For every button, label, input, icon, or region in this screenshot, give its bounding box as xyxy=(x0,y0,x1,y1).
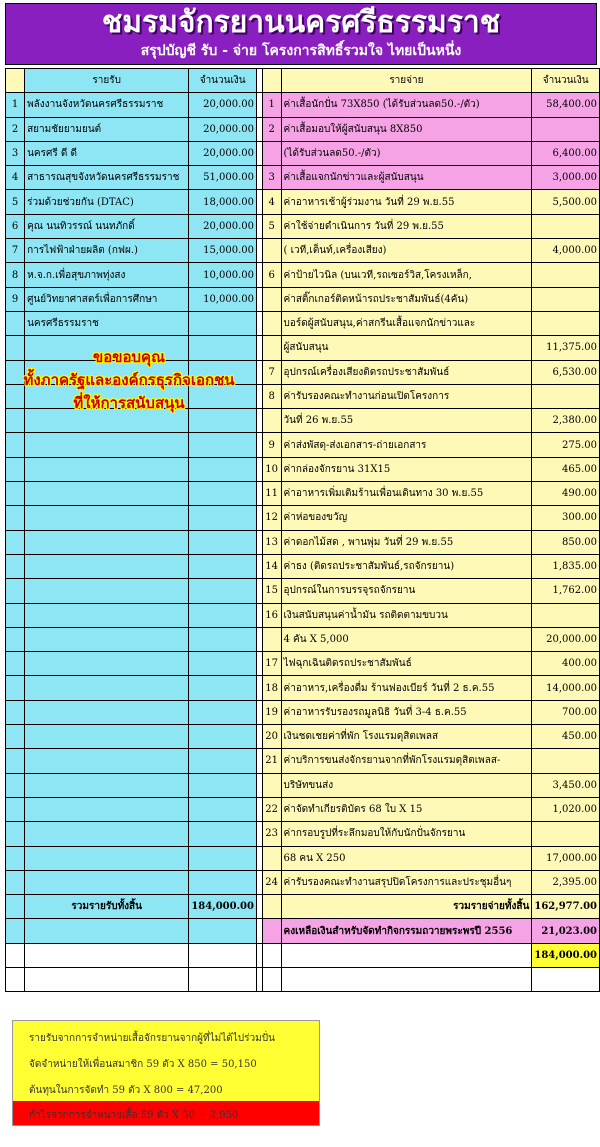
income-desc-cell xyxy=(25,749,189,773)
expense-amount-cell: 3,000.00 xyxy=(532,166,600,190)
expense-no-cell: 14 xyxy=(262,554,281,578)
income-amount-cell xyxy=(189,652,257,676)
expense-desc-cell: ค่าเสื้อนักปั่น 73X850 (ได้รับส่วนลด50.-/ตัว) xyxy=(281,93,532,117)
thanks-line: ที่ให้การสนับสนุน xyxy=(73,394,185,412)
income-no-cell: 5 xyxy=(6,190,25,214)
thanks-message xyxy=(14,346,244,415)
income-no-cell xyxy=(6,822,25,846)
income-desc-cell: ร่วมด้วยช่วยกัน (DTAC) xyxy=(25,190,189,214)
expense-amount-cell: 3,450.00 xyxy=(532,773,600,797)
expense-header: รายจ่าย xyxy=(281,69,532,93)
income-amount-cell xyxy=(189,676,257,700)
table-row xyxy=(6,93,600,117)
income-desc-cell: คุณ นนทิวรรณ์ นนทภักดิ์ xyxy=(25,214,189,238)
expense-no-cell: 8 xyxy=(262,384,281,408)
expense-amount-cell: 400.00 xyxy=(532,652,600,676)
income-no-cell: 6 xyxy=(6,214,25,238)
totals-row xyxy=(6,895,600,919)
table-row xyxy=(6,214,600,238)
income-no-cell xyxy=(6,627,25,651)
blank-cell xyxy=(25,967,189,991)
balance-row xyxy=(6,919,600,943)
expense-amount-cell: 490.00 xyxy=(532,482,600,506)
table-row xyxy=(6,676,600,700)
income-no-cell xyxy=(6,652,25,676)
income-amount-cell xyxy=(189,554,257,578)
grand-total-value: 184,000.00 xyxy=(532,943,600,967)
income-amount-cell xyxy=(189,822,257,846)
income-desc-cell: นครศรี ดี ดี xyxy=(25,141,189,165)
income-no-cell xyxy=(6,700,25,724)
expense-amount-cell xyxy=(532,214,600,238)
income-desc-cell xyxy=(25,603,189,627)
expense-amount-cell: 1,835.00 xyxy=(532,554,600,578)
expense-amount-cell: 1,762.00 xyxy=(532,579,600,603)
blank-cell xyxy=(281,943,532,967)
expense-no-cell: 6 xyxy=(262,263,281,287)
income-no-cell xyxy=(6,676,25,700)
expense-no-cell: 3 xyxy=(262,166,281,190)
income-no-cell: 4 xyxy=(6,166,25,190)
expense-desc-cell: ค่าป้ายไวนิล (บนเวที,รถเซอร์วิส,โครงเหล็ก, xyxy=(281,263,532,287)
table-row xyxy=(6,627,600,651)
expense-no-cell: 5 xyxy=(262,214,281,238)
note-line: จัดจำหน่ายให้เพื่อนสมาชิก 59 ตัว X 850 = 50,150 xyxy=(29,1059,257,1070)
income-no-cell xyxy=(6,506,25,530)
table-row xyxy=(6,725,600,749)
expense-desc-cell: ค่าห่อของขวัญ xyxy=(281,506,532,530)
expense-desc-cell: ค่าส่งพัสดุ-ส่งเอกสาร-ถ่ายเอกสาร xyxy=(281,433,532,457)
income-no-cell xyxy=(6,579,25,603)
income-desc-cell xyxy=(25,554,189,578)
expense-total-value: 162,977.00 xyxy=(532,895,600,919)
blank-cell xyxy=(262,919,281,943)
income-amount-cell xyxy=(189,603,257,627)
table-row xyxy=(6,287,600,311)
income-desc-cell: พลังงานจังหวัดนครศรีธรรมราช xyxy=(25,93,189,117)
income-no-cell: 8 xyxy=(6,263,25,287)
expense-no-cell xyxy=(262,627,281,651)
income-amount-cell xyxy=(189,725,257,749)
income-amount-cell xyxy=(189,530,257,554)
header-cell xyxy=(6,69,25,93)
table-row xyxy=(6,263,600,287)
expense-amount-cell: 6,530.00 xyxy=(532,360,600,384)
expense-desc-cell: ค่าอาหารรับรองรถมูลนิธิ วันที่ 3-4 ธ.ค.55 xyxy=(281,700,532,724)
income-total-value: 184,000.00 xyxy=(189,895,257,919)
expense-no-cell: 17 xyxy=(262,652,281,676)
shirt-sales-note xyxy=(12,1020,320,1126)
income-no-cell xyxy=(6,725,25,749)
blank-cell xyxy=(262,943,281,967)
expense-no-cell: 9 xyxy=(262,433,281,457)
balance-label: คงเหลือเงินสำหรับจัดทำกิจกรรมถวายพระพรปี 2556 xyxy=(281,919,532,943)
blank-cell xyxy=(6,943,25,967)
expense-desc-cell: อุปกรณ์ในการบรรจุรถจักรยาน xyxy=(281,579,532,603)
income-desc-cell xyxy=(25,797,189,821)
income-desc-cell xyxy=(25,579,189,603)
blank-cell xyxy=(189,943,257,967)
table-row xyxy=(6,482,600,506)
income-amount-cell: 51,000.00 xyxy=(189,166,257,190)
expense-amount-cell xyxy=(532,287,600,311)
expense-amount-cell: 17,000.00 xyxy=(532,846,600,870)
expense-no-cell: 24 xyxy=(262,870,281,894)
table-row xyxy=(6,117,600,141)
expense-amount-cell xyxy=(532,311,600,335)
expense-no-cell: 4 xyxy=(262,190,281,214)
ledger-table xyxy=(5,68,600,992)
table-row xyxy=(6,749,600,773)
expense-no-cell: 21 xyxy=(262,749,281,773)
expense-amount-cell xyxy=(532,603,600,627)
income-desc-cell xyxy=(25,725,189,749)
expense-desc-cell: บอร์ดผู้สนับสนุน,ค่าสกรีนเสื้อแจกนักข่าวและ xyxy=(281,311,532,335)
expense-desc-cell: ค่าเสื้อแจกนักข่าวและผู้สนับสนุน xyxy=(281,166,532,190)
expense-amount-cell: 1,020.00 xyxy=(532,797,600,821)
table-row xyxy=(6,190,600,214)
income-no-cell: 7 xyxy=(6,239,25,263)
income-no-cell: 3 xyxy=(6,141,25,165)
income-amount-cell xyxy=(189,433,257,457)
income-no-cell xyxy=(6,846,25,870)
table-row xyxy=(6,166,600,190)
income-desc-cell: สาธารณสุขจังหวัดนครศรีธรรมราช xyxy=(25,166,189,190)
income-amount-cell xyxy=(189,773,257,797)
table-row xyxy=(6,239,600,263)
blank-cell xyxy=(532,967,600,991)
expense-desc-cell: ค่าอาหารเช้าผู้ร่วมงาน วันที่ 29 พ.ย.55 xyxy=(281,190,532,214)
expense-desc-cell: เงินชดเชยค่าที่พัก โรงแรมดุสิตเพลส xyxy=(281,725,532,749)
table-row xyxy=(6,554,600,578)
expense-no-cell: 10 xyxy=(262,457,281,481)
income-amount-cell xyxy=(189,870,257,894)
income-desc-cell xyxy=(25,457,189,481)
expense-amount-cell xyxy=(532,263,600,287)
table-row xyxy=(6,311,600,335)
expense-no-cell: 15 xyxy=(262,579,281,603)
table-row xyxy=(6,603,600,627)
expense-amount-cell: 2,380.00 xyxy=(532,409,600,433)
expense-no-cell: 11 xyxy=(262,482,281,506)
expense-desc-cell: ค่าธง (ติดรถประชาสัมพันธ์,รถจักรยาน) xyxy=(281,554,532,578)
income-no-cell xyxy=(6,773,25,797)
expense-no-cell: 22 xyxy=(262,797,281,821)
income-desc-cell: การไฟฟ้าฝ่ายผลิต (กฟผ.) xyxy=(25,239,189,263)
income-amount-cell: 10,000.00 xyxy=(189,287,257,311)
expense-desc-cell: ค่าอาหาร,เครื่องดื่ม ร้านฟองเบียร์ วันที่ 2 ธ.ค.55 xyxy=(281,676,532,700)
table-row xyxy=(6,773,600,797)
income-no-cell xyxy=(6,870,25,894)
income-desc-cell xyxy=(25,822,189,846)
balance-value: 21,023.00 xyxy=(532,919,600,943)
income-desc-cell xyxy=(25,870,189,894)
expense-amount-cell: 14,000.00 xyxy=(532,676,600,700)
income-no-cell xyxy=(6,457,25,481)
expense-amount-cell: 700.00 xyxy=(532,700,600,724)
expense-no-cell xyxy=(262,239,281,263)
expense-desc-cell: ค่ากรอบรูปที่ระลึกมอบให้กับนักปั่นจักรยาน xyxy=(281,822,532,846)
income-amount-cell xyxy=(189,749,257,773)
expense-desc-cell: ค่ารับรองคณะทำงานสรุปปิดโครงการและประชุมอื่นๆ xyxy=(281,870,532,894)
expense-no-cell xyxy=(262,409,281,433)
blank-cell xyxy=(25,919,189,943)
income-amount-cell: 20,000.00 xyxy=(189,141,257,165)
income-amount-cell xyxy=(189,797,257,821)
income-no-cell xyxy=(6,603,25,627)
income-desc-cell xyxy=(25,652,189,676)
income-amount-cell xyxy=(189,457,257,481)
income-amount-cell xyxy=(189,846,257,870)
income-no-cell xyxy=(6,433,25,457)
table-row xyxy=(6,846,600,870)
income-amount-cell: 18,000.00 xyxy=(189,190,257,214)
expense-desc-cell: ค่าอาหารเพิ่มเติมร้านเพื่อนเดินทาง 30 พ.ย.55 xyxy=(281,482,532,506)
expense-desc-cell: อุปกรณ์เครื่องเสียงติดรถประชาสัมพันธ์ xyxy=(281,360,532,384)
income-amount-cell xyxy=(189,627,257,651)
table-row xyxy=(6,141,600,165)
income-amount-cell xyxy=(189,482,257,506)
expense-amount-cell xyxy=(532,822,600,846)
page-subtitle: สรุปบัญชี รับ - จ่าย โครงการสิทธิ์รวมใจ ไทยเป็นหนึ่ง xyxy=(140,43,462,59)
expense-desc-cell: ค่ารับรองคณะทำงานก่อนเปิดโครงการ xyxy=(281,384,532,408)
expense-desc-cell: ไฟฉุกเฉินติดรถประชาสัมพันธ์ xyxy=(281,652,532,676)
expense-desc-cell: เงินสนับสนุนค่าน้ำมัน รถติดตามขบวน xyxy=(281,603,532,627)
expense-amount-cell: 5,500.00 xyxy=(532,190,600,214)
header-banner xyxy=(5,3,597,65)
expense-no-cell: 23 xyxy=(262,822,281,846)
expense-no-cell xyxy=(262,287,281,311)
expense-amount-cell: 850.00 xyxy=(532,530,600,554)
expense-no-cell xyxy=(262,336,281,360)
expense-amount-cell xyxy=(532,384,600,408)
table-row xyxy=(6,700,600,724)
income-no-cell xyxy=(6,554,25,578)
expense-amount-cell: 450.00 xyxy=(532,725,600,749)
table-row xyxy=(6,579,600,603)
income-no-cell: 2 xyxy=(6,117,25,141)
expense-desc-cell: ( เวที,เต็นท์,เครื่องเสียง) xyxy=(281,239,532,263)
expense-no-cell: 19 xyxy=(262,700,281,724)
income-amount-cell xyxy=(189,579,257,603)
expense-total-label: รวมรายจ่ายทั้งสิ้น xyxy=(281,895,532,919)
blank-cell xyxy=(262,967,281,991)
income-no-cell: 9 xyxy=(6,287,25,311)
income-desc-cell xyxy=(25,676,189,700)
table-row xyxy=(6,652,600,676)
expense-no-cell xyxy=(262,773,281,797)
income-no-cell xyxy=(6,311,25,335)
income-amount-cell: 20,000.00 xyxy=(189,117,257,141)
expense-no-cell xyxy=(262,311,281,335)
expense-amount-cell: 275.00 xyxy=(532,433,600,457)
income-total-label: รวมรายรับทั้งสิ้น xyxy=(25,895,189,919)
income-amount-cell: 20,000.00 xyxy=(189,93,257,117)
income-desc-cell xyxy=(25,846,189,870)
income-desc-cell xyxy=(25,627,189,651)
expense-desc-cell: วันที่ 26 พ.ย.55 xyxy=(281,409,532,433)
blank-cell xyxy=(6,919,25,943)
income-desc-cell: ศูนย์วิทยาศาสตร์เพื่อการศึกษา xyxy=(25,287,189,311)
expense-no-cell: 18 xyxy=(262,676,281,700)
expense-amount-cell: 58,400.00 xyxy=(532,93,600,117)
income-amount-cell xyxy=(189,311,257,335)
table-header-row xyxy=(6,69,600,93)
blank-cell xyxy=(25,943,189,967)
income-desc-cell xyxy=(25,700,189,724)
expense-desc-cell: ค่ากล่องจักรยาน 31X15 xyxy=(281,457,532,481)
expense-desc-cell: ค่าใช้จ่ายดำเนินการ วันที่ 29 พ.ย.55 xyxy=(281,214,532,238)
expense-amount-cell: 465.00 xyxy=(532,457,600,481)
income-amount-cell: 10,000.00 xyxy=(189,263,257,287)
blank-cell xyxy=(189,967,257,991)
expense-amount-cell: 20,000.00 xyxy=(532,627,600,651)
income-amount-cell xyxy=(189,506,257,530)
expense-desc-cell: ค่าดอกไม้สด , พานพุ่ม วันที่ 29 พ.ย.55 xyxy=(281,530,532,554)
income-no-cell: 1 xyxy=(6,93,25,117)
header-cell xyxy=(262,69,281,93)
expense-amount-cell: 11,375.00 xyxy=(532,336,600,360)
income-desc-cell: สยามชัยยามยนต์ xyxy=(25,117,189,141)
expense-desc-cell: 68 คน X 250 xyxy=(281,846,532,870)
table-row xyxy=(6,822,600,846)
empty-row xyxy=(6,967,600,991)
expense-desc-cell: 4 คัน X 5,000 xyxy=(281,627,532,651)
note-line: รายรับจากการจำหน่ายเสื้อจักรยานจากผู้ที่ไม่ได้ไปร่วมปั่น xyxy=(29,1033,275,1044)
income-amount-header: จำนวนเงิน xyxy=(189,69,257,93)
income-no-cell xyxy=(6,797,25,821)
expense-desc-cell: ค่าสติ๊กเกอร์ติดหน้ารถประชาสัมพันธ์(4คัน) xyxy=(281,287,532,311)
expense-no-cell: 16 xyxy=(262,603,281,627)
blank-cell xyxy=(6,895,25,919)
income-amount-cell: 15,000.00 xyxy=(189,239,257,263)
income-no-cell xyxy=(6,749,25,773)
income-amount-cell xyxy=(189,700,257,724)
expense-no-cell: 20 xyxy=(262,725,281,749)
expense-amount-header: จำนวนเงิน xyxy=(532,69,600,93)
income-desc-cell xyxy=(25,482,189,506)
expense-desc-cell: บริษัทขนส่ง xyxy=(281,773,532,797)
table-row xyxy=(6,457,600,481)
expense-amount-cell xyxy=(532,749,600,773)
page-title: ชมรมจักรยานนครศรีธรรมราช xyxy=(101,5,501,40)
income-desc-cell xyxy=(25,433,189,457)
income-header: รายรับ xyxy=(25,69,189,93)
table-row xyxy=(6,797,600,821)
blank-cell xyxy=(189,919,257,943)
income-desc-cell: ห.จ.ก.เพื่อสุขภาพทุ่งสง xyxy=(25,263,189,287)
expense-desc-cell: ค่าเสื้อมอบให้ผู้สนับสนุน 8X850 xyxy=(281,117,532,141)
note-line: ต้นทุนในการจัดทำ 59 ตัว X 800 = 47,200 xyxy=(29,1085,223,1096)
expense-no-cell xyxy=(262,141,281,165)
expense-desc-cell: ค่าบริการขนส่งจักรยานจากที่พักโรงแรมดุสิตเพลส- xyxy=(281,749,532,773)
note-line: กำไรจากการจำหน่ายเสื้อ 59 ตัว X 50 = 2,950 xyxy=(29,1110,239,1121)
watermark-text: [1000x1889] http://upic.me/ xyxy=(440,1129,597,1142)
expense-amount-cell: 2,395.00 xyxy=(532,870,600,894)
expense-no-cell: 7 xyxy=(262,360,281,384)
expense-desc-cell: (ได้รับส่วนลด50.-/ตัว) xyxy=(281,141,532,165)
table-row xyxy=(6,433,600,457)
grand-total-row xyxy=(6,943,600,967)
income-desc-cell xyxy=(25,773,189,797)
table-row xyxy=(6,506,600,530)
expense-no-cell: 2 xyxy=(262,117,281,141)
expense-no-cell: 1 xyxy=(262,93,281,117)
income-desc-cell xyxy=(25,506,189,530)
table-row xyxy=(6,870,600,894)
expense-no-cell xyxy=(262,846,281,870)
blank-cell xyxy=(6,967,25,991)
expense-amount-cell xyxy=(532,117,600,141)
income-amount-cell: 20,000.00 xyxy=(189,214,257,238)
blank-cell xyxy=(281,967,532,991)
expense-desc-cell: ผู้สนับสนุน xyxy=(281,336,532,360)
expense-no-cell: 12 xyxy=(262,506,281,530)
table-row xyxy=(6,530,600,554)
thanks-line: ขอขอบคุณ xyxy=(93,348,165,366)
expense-amount-cell: 4,000.00 xyxy=(532,239,600,263)
expense-desc-cell: ค่าจัดทำเกียรติบัตร 68 ใบ X 15 xyxy=(281,797,532,821)
income-desc-cell: นครศรีธรรมราช xyxy=(25,311,189,335)
expense-no-cell: 13 xyxy=(262,530,281,554)
thanks-line: ทั้งภาครัฐและองค์กรธุรกิจเอกชน xyxy=(23,371,235,389)
expense-amount-cell: 6,400.00 xyxy=(532,141,600,165)
blank-cell xyxy=(262,895,281,919)
expense-amount-cell: 300.00 xyxy=(532,506,600,530)
income-no-cell xyxy=(6,530,25,554)
income-no-cell xyxy=(6,482,25,506)
income-desc-cell xyxy=(25,530,189,554)
